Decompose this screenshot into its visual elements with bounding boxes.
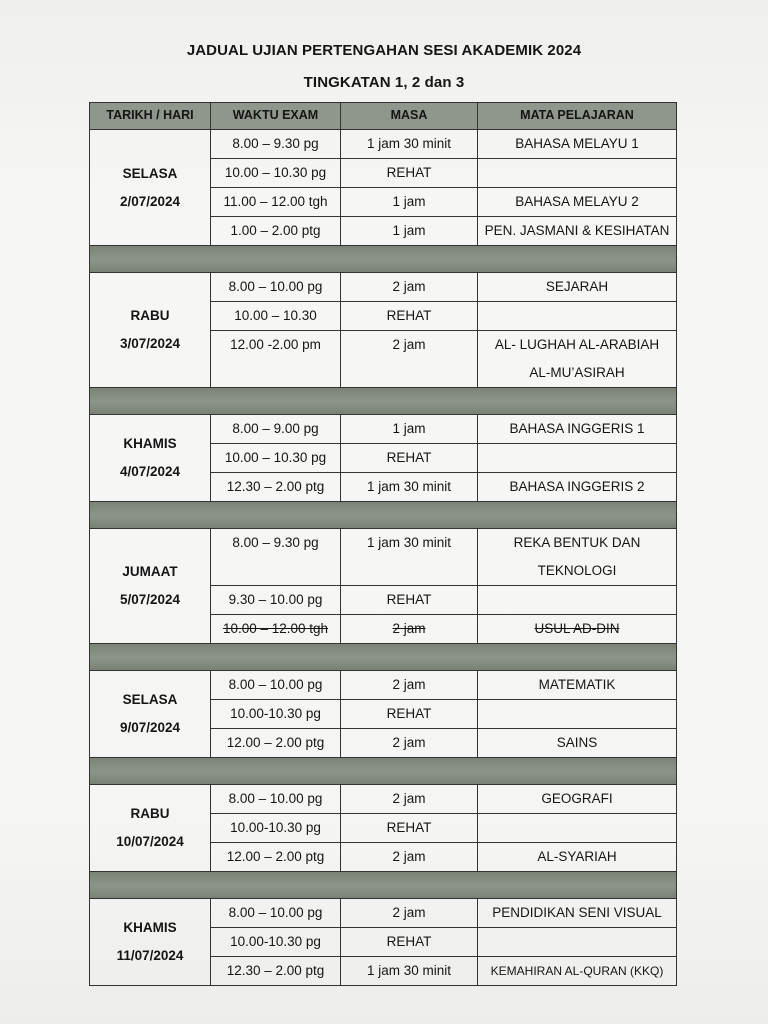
table-row <box>90 529 677 558</box>
time-cell: 8.00 – 10.00 pg <box>211 899 341 928</box>
time-cell: 12.00 -2.00 pm <box>211 331 341 388</box>
table-row <box>90 273 677 302</box>
separator-bar <box>90 644 677 671</box>
subject-cell-continued: AL-MU’ASIRAH <box>478 359 677 388</box>
subject-cell: SEJARAH <box>478 273 677 302</box>
separator-bar <box>90 872 677 899</box>
time-cell: 10.00-10.30 pg <box>211 814 341 843</box>
subject-cell: SAINS <box>478 729 677 758</box>
table-row <box>90 785 677 814</box>
document-title: JADUAL UJIAN PERTENGAHAN SESI AKADEMIK 2024 <box>186 42 582 59</box>
duration-cell: 1 jam 30 minit <box>341 957 478 986</box>
duration-cell: 1 jam <box>341 217 478 246</box>
duration-cell: 2 jam <box>341 273 478 302</box>
date-cell <box>90 671 211 758</box>
day-name: SELASA <box>122 692 178 707</box>
subject-cell: REKA BENTUK DAN <box>478 529 677 558</box>
duration-cell: REHAT <box>341 302 478 331</box>
document-subtitle: TINGKATAN 1, 2 dan 3 <box>303 74 465 91</box>
table-row <box>90 415 677 444</box>
time-cell: 10.00 – 10.30 <box>211 302 341 331</box>
exam-date: 2/07/2024 <box>119 193 181 209</box>
duration-cell: 1 jam <box>341 415 478 444</box>
day-name: RABU <box>130 308 170 323</box>
time-cell: 8.00 – 10.00 pg <box>211 671 341 700</box>
duration-cell: 2 jam <box>341 785 478 814</box>
exam-date: 10/07/2024 <box>116 834 184 849</box>
exam-date: 9/07/2024 <box>119 720 181 735</box>
duration-cell: 2 jam <box>341 899 478 928</box>
duration-cell: 1 jam 30 minit <box>341 529 478 586</box>
duration-cell: 2 jam <box>341 729 478 758</box>
date-cell <box>90 415 211 502</box>
duration-cell: 1 jam <box>341 188 478 217</box>
subject-cell: AL-SYARIAH <box>478 843 677 872</box>
separator-bar <box>90 502 677 529</box>
subject-cell: GEOGRAFI <box>478 785 677 814</box>
duration-cell: 2 jam <box>341 843 478 872</box>
day-separator <box>90 872 677 899</box>
date-cell <box>90 273 211 388</box>
duration-cell: REHAT <box>341 814 478 843</box>
day-separator <box>90 388 677 415</box>
day-name: RABU <box>130 806 170 821</box>
day-separator <box>90 502 677 529</box>
subject-cell: PEN. JASMANI & KESIHATAN <box>478 217 677 246</box>
day-name: SELASA <box>122 165 178 181</box>
duration-cell: 2 jam <box>341 331 478 388</box>
separator-bar <box>90 246 677 273</box>
date-cell <box>90 785 211 872</box>
header-duration: MASA <box>341 103 478 130</box>
duration-cell: 2 jam <box>341 615 478 644</box>
day-separator <box>90 758 677 785</box>
time-cell: 12.30 – 2.00 ptg <box>211 957 341 986</box>
subject-cell <box>478 700 677 729</box>
subject-cell: BAHASA MELAYU 2 <box>478 188 677 217</box>
subject-cell: MATEMATIK <box>478 671 677 700</box>
duration-cell: REHAT <box>341 159 478 188</box>
duration-cell: 1 jam 30 minit <box>341 130 478 159</box>
subject-cell: BAHASA INGGERIS 1 <box>478 415 677 444</box>
time-cell: 12.00 – 2.00 ptg <box>211 729 341 758</box>
exam-date: 4/07/2024 <box>119 464 181 479</box>
table-row <box>90 899 677 928</box>
day-name: JUMAAT <box>122 564 178 579</box>
header-date: TARIKH / HARI <box>90 103 211 130</box>
time-cell: 8.00 – 9.30 pg <box>211 529 341 586</box>
subject-cell <box>478 444 677 473</box>
time-cell: 10.00 – 12.00 tgh <box>211 615 341 644</box>
header-subject: MATA PELAJARAN <box>478 103 677 130</box>
time-cell: 12.00 – 2.00 ptg <box>211 843 341 872</box>
date-cell <box>90 529 211 644</box>
subject-cell <box>478 814 677 843</box>
subject-cell: BAHASA INGGERIS 2 <box>478 473 677 502</box>
duration-cell: 2 jam <box>341 671 478 700</box>
time-cell: 9.30 – 10.00 pg <box>211 586 341 615</box>
exam-date: 11/07/2024 <box>116 948 184 963</box>
subject-cell: BAHASA MELAYU 1 <box>478 130 677 159</box>
time-cell: 10.00-10.30 pg <box>211 700 341 729</box>
subject-cell <box>478 928 677 957</box>
time-cell: 8.00 – 10.00 pg <box>211 785 341 814</box>
exam-schedule-table <box>89 102 677 986</box>
subject-cell: KEMAHIRAN AL-QURAN (KKQ) <box>478 957 677 986</box>
time-cell: 8.00 – 9.30 pg <box>211 130 341 159</box>
subject-cell <box>478 302 677 331</box>
header-time: WAKTU EXAM <box>211 103 341 130</box>
subject-cell <box>478 586 677 615</box>
duration-cell: REHAT <box>341 928 478 957</box>
subject-cell: USUL AD-DIN <box>478 615 677 644</box>
date-cell <box>90 899 211 986</box>
time-cell: 1.00 – 2.00 ptg <box>211 217 341 246</box>
time-cell: 8.00 – 10.00 pg <box>211 273 341 302</box>
separator-bar <box>90 388 677 415</box>
subject-cell: PENDIDIKAN SENI VISUAL <box>478 899 677 928</box>
subject-cell: AL- LUGHAH AL-ARABIAH <box>478 331 677 360</box>
subject-cell <box>478 159 677 188</box>
time-cell: 8.00 – 9.00 pg <box>211 415 341 444</box>
subject-cell-continued: TEKNOLOGI <box>478 557 677 586</box>
time-cell: 10.00 – 10.30 pg <box>211 444 341 473</box>
schedule-body <box>90 130 677 986</box>
day-name: KHAMIS <box>123 920 177 935</box>
duration-cell: REHAT <box>341 444 478 473</box>
separator-bar <box>90 758 677 785</box>
day-separator <box>90 644 677 671</box>
table-header-row <box>90 103 677 130</box>
time-cell: 10.00-10.30 pg <box>211 928 341 957</box>
exam-date: 5/07/2024 <box>119 592 181 607</box>
duration-cell: REHAT <box>341 700 478 729</box>
time-cell: 10.00 – 10.30 pg <box>211 159 341 188</box>
day-name: KHAMIS <box>123 436 177 451</box>
table-row <box>90 671 677 700</box>
day-separator <box>90 246 677 273</box>
duration-cell: 1 jam 30 minit <box>341 473 478 502</box>
date-cell <box>90 130 211 246</box>
exam-date: 3/07/2024 <box>119 336 181 351</box>
time-cell: 11.00 – 12.00 tgh <box>211 188 341 217</box>
time-cell: 12.30 – 2.00 ptg <box>211 473 341 502</box>
table-row <box>90 130 677 159</box>
duration-cell: REHAT <box>341 586 478 615</box>
